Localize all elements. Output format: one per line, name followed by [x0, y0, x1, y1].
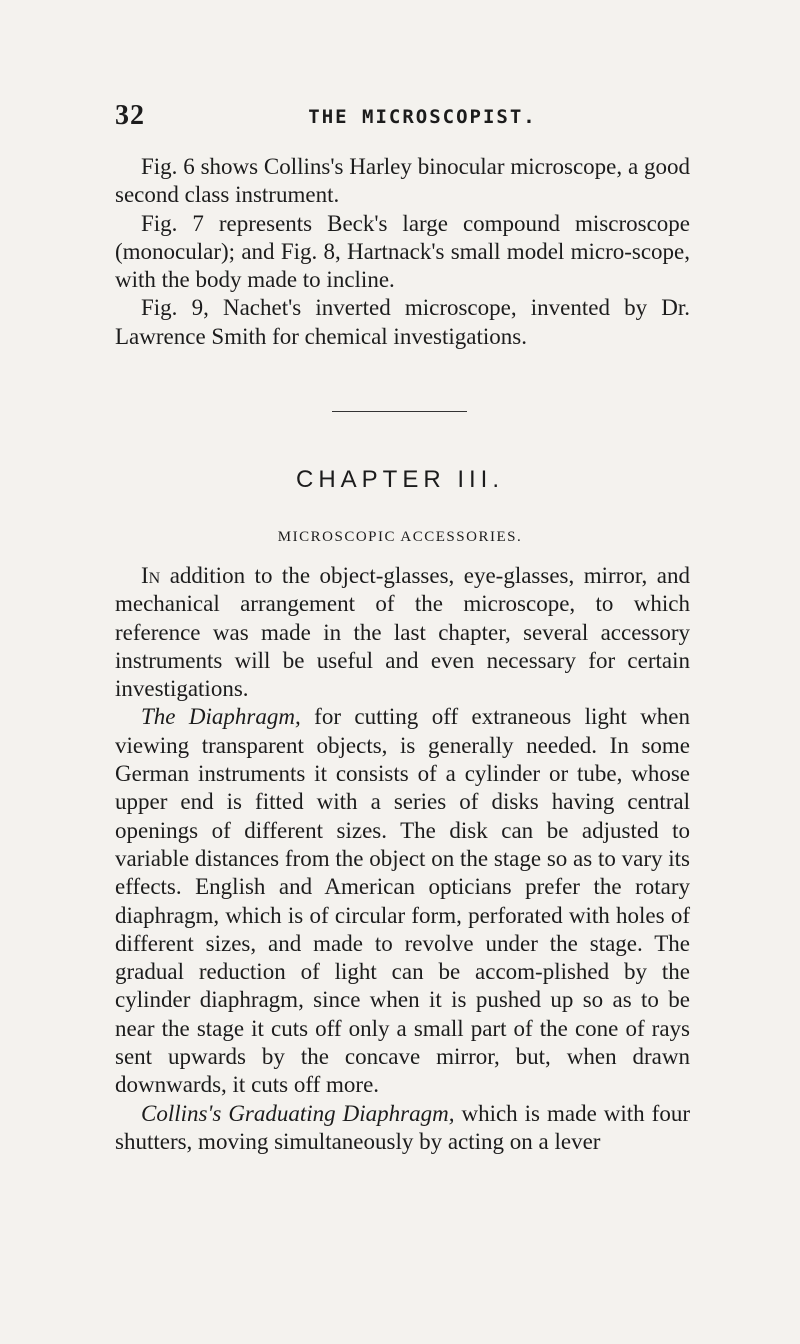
page-number: 32 [115, 100, 145, 131]
chapter-subtitle: MICROSCOPIC ACCESSORIES. [277, 529, 523, 545]
section-divider [332, 411, 467, 412]
chapter-title: CHAPTER III. [295, 466, 505, 493]
running-head: THE MICROSCOPIST. [308, 106, 537, 128]
drop-word: In [141, 563, 161, 588]
page-header [115, 100, 690, 140]
diaphragm-text: for cutting off extraneous light when viewing transparent objects, is generally needed. In some German instruments it consists of a cylinder or tube, whose upper end is fitted with a series of disks having central openings of different sizes. The disk can be adjusted to variable distances from the object on the stage so as to vary its effects. English and American opticians prefer the rotary diaphragm, which is of circular form, perforated with holes of different sizes, and made to revolve under the stage. The gradual reduction of light can be accom-plished by the cylinder diaphragm, since when it is pushed up so as to be near the stage it cuts off only a small part of the cone of rays sent upwards by the concave mirror, but, when drawn downwards, it cuts off more. [115, 704, 691, 1098]
paragraph-diaphragm [115, 703, 690, 1099]
term-diaphragm: The Diaphragm, [141, 704, 301, 730]
paragraph-introduction [115, 562, 690, 703]
paragraph-collins-diaphragm [115, 1100, 690, 1157]
paragraph-fig-6: Fig. 6 shows Collins's Harley binocular microscope, a good second class instrument. [115, 154, 690, 208]
figure-descriptions [115, 153, 690, 351]
collins-text: which is made with four shutters, moving simultaneously by acting on a lever [115, 1100, 690, 1154]
paragraph-fig-7-8: Fig. 7 represents Beck's large compound miscroscope (monocular); and Fig. 8, Hartnack's small model micro-scope, with the body made to incline. [115, 210, 690, 293]
paragraph-fig-9: Fig. 9, Nachet's inverted microscope, invented by Dr. Lawrence Smith for chemical investigations. [115, 295, 690, 349]
chapter-body [115, 562, 690, 1156]
intro-text: addition to the object-glasses, eye-glasses, mirror, and mechanical arrangement of the microscope, to which reference was made in the last chapter, several accessory instruments will be useful and even necessary for certain investigations. [115, 563, 690, 702]
term-collins-diaphragm: Collins's Graduating Diaphragm, [141, 1100, 455, 1126]
